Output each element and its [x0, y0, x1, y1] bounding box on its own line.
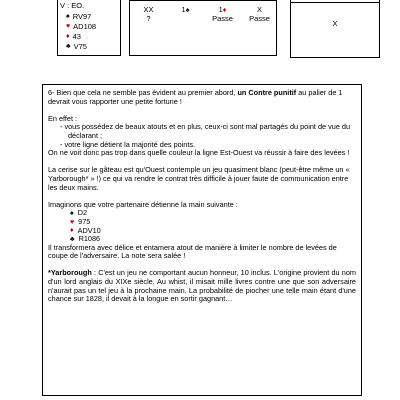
emphasis: un Contre punitif	[237, 88, 297, 97]
bid-column-south	[130, 5, 167, 23]
paragraph: On ne voit donc pas trop dans quelle couleur la ligne Est-Ouest va réussir à faire des levées !	[48, 148, 350, 158]
hand-cards: AD108	[73, 22, 97, 31]
hand-row-hearts	[66, 22, 96, 31]
commentary-box	[42, 84, 362, 396]
footnote-term: *Yarborough	[48, 268, 92, 278]
diamond-icon: ♦	[70, 227, 74, 235]
bid-value: 1♦	[218, 5, 227, 14]
hand-cards: RV97	[72, 12, 92, 21]
spade-icon: ♠	[66, 13, 70, 20]
heart-icon: ♥	[70, 218, 75, 226]
effect-title: En effet :	[48, 113, 78, 123]
score-box	[290, 0, 380, 58]
bid-value: Passe	[249, 14, 270, 23]
bidding-divider	[130, 0, 276, 1]
bid-value: X	[256, 5, 262, 14]
paragraph: Imaginons que votre partenaire détienne la main suivante :	[48, 199, 238, 209]
bid-column-west	[167, 5, 204, 14]
bid-value: Passe	[212, 14, 233, 23]
partner-row-clubs: ♣ R1086	[70, 234, 101, 244]
hand-row-diamonds	[66, 32, 81, 41]
diamond-icon: ♦	[66, 33, 70, 40]
paragraph: La cerise sur le gâteau est qu'Ouest contemple un jeu quasiment blanc (peut-être même un « Yarborough* » !) ce qui va rendre le contrat très difficile à jouer faute de communication entre les deux mains.	[48, 165, 350, 192]
score-divider	[291, 2, 379, 3]
footnote: *Yarborough : C'est un jeu ne comportant aucun honneur, 10 inclus. L'origine provient du nom d'un lord anglais du XIXe siècle. Au whist, il misait mille livres contre une que son adversaire n'aurait pas un tel jeu à la prochaine main. La probabilité de piocher une telle main étant d'une chance sur 1828, il devait à la longue en sortir gagnant…	[48, 268, 356, 304]
bid-column-east	[241, 5, 278, 23]
bid-value: XX	[143, 5, 154, 14]
intro-paragraph: 6- Bien que cela ne semble pas évident au premier abord, un Contre punitif au palier de 1 devrait vous rapporter une petite fortune !	[48, 88, 343, 106]
bid-value: 1♠	[181, 5, 190, 14]
hand-cards: V75	[73, 42, 87, 51]
club-icon: ♣	[66, 43, 71, 50]
partner-row-diamonds: ♦ ADV10	[70, 225, 101, 235]
spade-icon: ♠	[185, 7, 190, 14]
hand-row-clubs	[66, 42, 87, 51]
bid-value: ?	[146, 14, 151, 23]
bidding-table	[129, 0, 277, 56]
spade-icon: ♠	[70, 210, 74, 218]
score-mark: X	[332, 19, 338, 28]
partner-row-spades: ♠ D2	[70, 208, 88, 218]
heart-icon: ♥	[66, 23, 71, 30]
partner-hand	[48, 209, 356, 243]
bid-column-north	[204, 5, 241, 23]
bullet-item: - votre ligne détient la majorité des points.	[60, 139, 196, 149]
paragraph: Il transformera avec délice et entamera atout de manière à limiter le nombre de levées de coupe de l'adversaire. La note sera salée !	[48, 242, 337, 261]
hand-row-spades	[66, 12, 91, 21]
club-icon: ♣	[70, 235, 75, 243]
vulnerability: V : EO.	[60, 1, 85, 10]
top-area	[0, 0, 400, 70]
hand-cards: 43	[72, 32, 81, 41]
hand-diagram	[57, 0, 121, 56]
diamond-icon: ♦	[222, 7, 227, 14]
partner-row-hearts: ♥ 975	[70, 216, 91, 226]
bullet-item: - vous possédez de beaux atouts et en plus, ceux-ci sont mal partagés du point de vue du déclarant ;	[60, 122, 351, 140]
